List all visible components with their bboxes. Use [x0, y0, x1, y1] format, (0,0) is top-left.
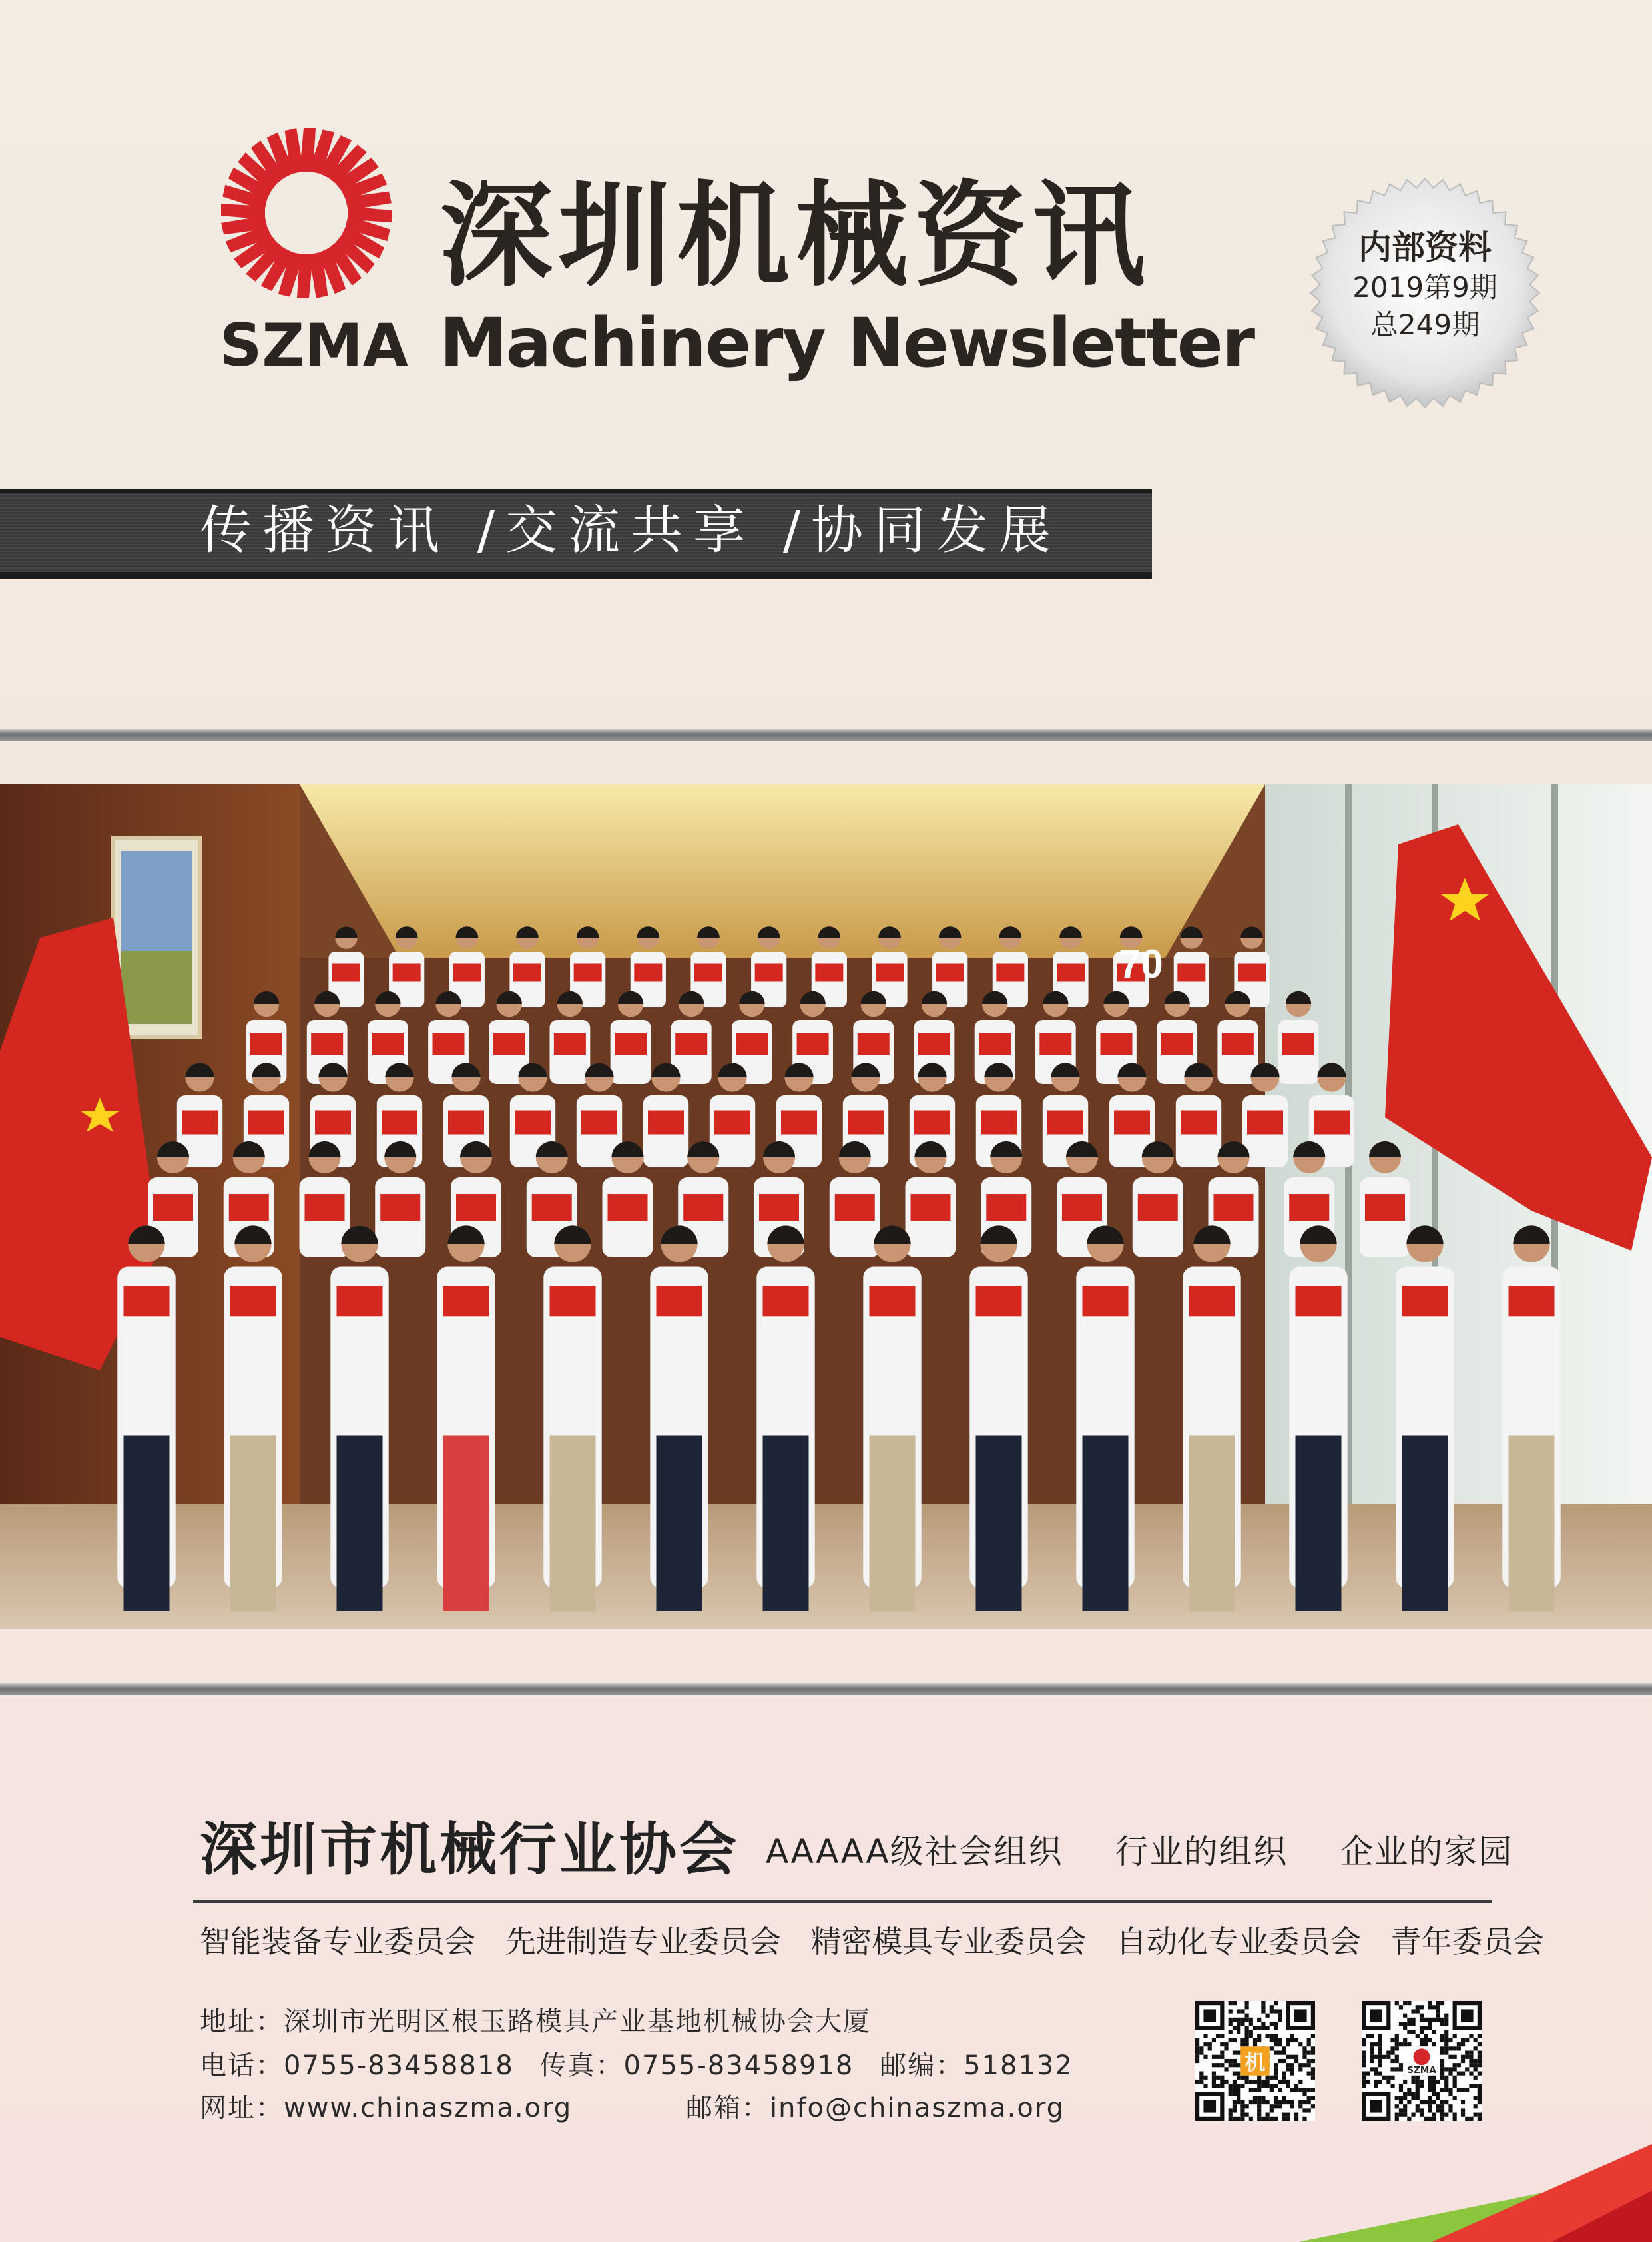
hand-flag [515, 1111, 551, 1135]
internal-label: 内部资料 [1358, 228, 1492, 267]
hand-flag [694, 964, 722, 982]
footer-underline [193, 1900, 1492, 1903]
hand-flag [936, 964, 964, 982]
hand-flag [337, 1286, 383, 1316]
hand-flag [448, 1111, 484, 1135]
hand-flag [1083, 1286, 1129, 1316]
hand-flag [332, 964, 360, 982]
hand-flag [1314, 1111, 1350, 1135]
hand-flag [574, 964, 602, 982]
association-name: 深圳市机械行业协会 [200, 1817, 739, 1883]
postcode-text: 邮编：518132 [880, 2050, 1073, 2081]
person-legs [1402, 1436, 1448, 1612]
committee-item: 青年委员会 [1390, 1924, 1544, 1960]
hand-flag [229, 1194, 269, 1221]
slogan-text: 传播资讯 /交流共享 /协同发展 [200, 501, 1062, 561]
group-photo [0, 784, 1652, 1629]
hand-flag [1062, 1194, 1102, 1221]
hand-flag [781, 1111, 817, 1135]
issue-info [1318, 226, 1531, 344]
hand-flag [648, 1111, 684, 1135]
brand-abbreviation: SZMA [220, 311, 408, 380]
hand-flag [848, 1111, 884, 1135]
hand-flag [380, 1194, 420, 1221]
hand-flag [1222, 1033, 1254, 1055]
hand-flag [797, 1033, 829, 1055]
hand-flag [443, 1286, 489, 1316]
hand-flag [1365, 1194, 1405, 1221]
person-legs [657, 1436, 702, 1612]
hand-flag [554, 1033, 586, 1055]
person-legs [1189, 1436, 1235, 1612]
person-legs [763, 1436, 809, 1612]
hand-flag [1177, 964, 1205, 982]
hand-flag [1181, 1111, 1217, 1135]
person-legs [230, 1436, 276, 1612]
hand-flag [1282, 1033, 1314, 1055]
hand-flag [230, 1286, 276, 1316]
association-tags [766, 1832, 1553, 1871]
contact-line [200, 2052, 1089, 2079]
hand-flag [657, 1286, 702, 1316]
hand-flag [759, 1194, 799, 1221]
szma-sun-logo [200, 120, 413, 300]
hand-flag [1238, 964, 1266, 982]
hand-flag [608, 1194, 648, 1221]
magazine-title-english: Machinery Newsletter [439, 304, 1254, 383]
hand-flag [675, 1033, 707, 1055]
tag-item: 企业的家园 [1340, 1832, 1514, 1871]
person-legs [337, 1436, 383, 1612]
email-link[interactable]: 邮箱：info@chinaszma.org [686, 2093, 1065, 2123]
hand-flag [393, 964, 421, 982]
hand-flag [835, 1194, 875, 1221]
hand-flag [532, 1194, 572, 1221]
hand-flag [1214, 1194, 1254, 1221]
issue-number: 2019第9期 [1352, 271, 1498, 304]
person-legs [550, 1436, 596, 1612]
qr-center-mark: 机 [1244, 2051, 1266, 2076]
hand-flag [918, 1033, 950, 1055]
hand-flag [513, 964, 541, 982]
phone-text: 电话：0755-83458818 [200, 2050, 514, 2081]
hand-flag [248, 1111, 284, 1135]
person-legs [124, 1436, 170, 1612]
person-legs [870, 1436, 916, 1612]
hand-flag [250, 1033, 282, 1055]
hand-flag [1402, 1286, 1448, 1316]
divider-top [0, 729, 1652, 741]
hand-flag [1247, 1111, 1283, 1135]
hand-flag [311, 1033, 343, 1055]
hand-flag [1509, 1286, 1555, 1316]
fax-text: 传真：0755-83458918 [539, 2050, 854, 2081]
hand-flag [615, 1033, 647, 1055]
hand-flag [372, 1033, 404, 1055]
hand-flag [634, 964, 662, 982]
hand-flag [736, 1033, 768, 1055]
tag-item: AAAAA级社会组织 [766, 1832, 1063, 1871]
hand-flag [996, 964, 1024, 982]
website-link[interactable]: 网址：www.chinaszma.org [200, 2093, 573, 2123]
committee-item: 自动化专业委员会 [1115, 1924, 1361, 1960]
qr-code-wechat[interactable] [1195, 2001, 1315, 2121]
hand-flag [1289, 1194, 1329, 1221]
hand-flag [755, 964, 783, 982]
hand-flag [979, 1033, 1011, 1055]
committee-item: 智能装备专业委员会 [200, 1924, 475, 1960]
hand-flag [763, 1286, 809, 1316]
divider-bottom [0, 1683, 1652, 1695]
person-legs [1083, 1436, 1129, 1612]
hand-flag [914, 1111, 950, 1135]
person-legs [1509, 1436, 1555, 1612]
hand-flag [870, 1286, 916, 1316]
address-text: 地址：深圳市光明区根玉路模具产业基地机械协会大厦 [200, 2006, 871, 2037]
hand-flag [911, 1194, 951, 1221]
hand-flag [382, 1111, 417, 1135]
hand-flag [815, 964, 843, 982]
hand-flag [876, 964, 904, 982]
committee-item: 精密模具专业委员会 [810, 1924, 1087, 1960]
person-legs [443, 1436, 489, 1612]
hand-flag [153, 1194, 193, 1221]
hand-flag [1161, 1033, 1193, 1055]
tag-item: 行业的组织 [1115, 1832, 1288, 1871]
hand-flag [581, 1111, 617, 1135]
hand-flag [981, 1111, 1017, 1135]
hand-flag [1047, 1111, 1083, 1135]
hand-flag [1100, 1033, 1132, 1055]
hand-flag [1296, 1286, 1342, 1316]
hand-flag [1138, 1194, 1178, 1221]
hand-flag [1039, 1033, 1071, 1055]
hand-flag [986, 1194, 1026, 1221]
hand-flag [493, 1033, 525, 1055]
hand-flag [182, 1111, 218, 1135]
corner-decoration [0, 2144, 1652, 2242]
hand-flag [305, 1194, 345, 1221]
hand-flag [858, 1033, 890, 1055]
hand-flag [550, 1286, 596, 1316]
hand-flag [714, 1111, 750, 1135]
hand-flag [1189, 1286, 1235, 1316]
hand-flag [1057, 964, 1085, 982]
hand-flag [315, 1111, 351, 1135]
hand-flag [456, 1194, 496, 1221]
hand-flag [124, 1286, 170, 1316]
photo-flag-badge: 70 [1119, 942, 1163, 986]
magazine-title-chinese: 深圳机械资讯 [439, 170, 1151, 302]
hand-flag [683, 1194, 723, 1221]
qr-center-mark: SZMA [1407, 2065, 1436, 2076]
total-issue: 总249期 [1370, 308, 1480, 341]
hand-flag [433, 1033, 465, 1055]
person-legs [1296, 1436, 1342, 1612]
committee-list [200, 1924, 1564, 1960]
person-legs [976, 1436, 1022, 1612]
hand-flag [1114, 1111, 1150, 1135]
hand-flag [976, 1286, 1022, 1316]
qr-code-website[interactable] [1362, 2001, 1482, 2121]
committee-item: 先进制造专业委员会 [505, 1924, 781, 1960]
hand-flag [453, 964, 481, 982]
